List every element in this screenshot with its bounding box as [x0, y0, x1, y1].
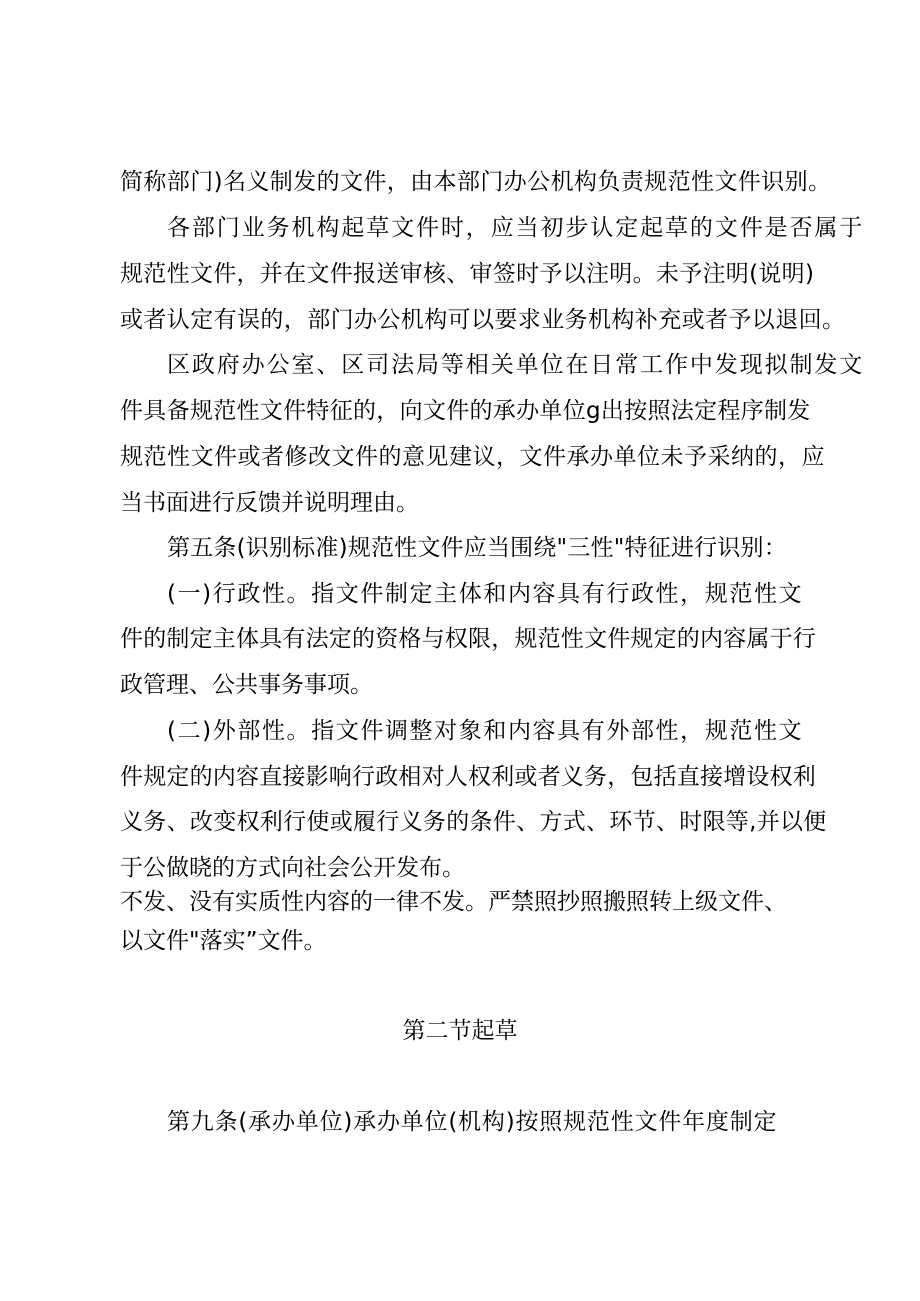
paragraph-line: 规范性文件或者修改文件的意见建议，文件承办单位未予采纳的，应 [120, 444, 825, 470]
paragraph-line: 政管理、公共事务事项。 [120, 672, 373, 698]
section-heading: 第二节起草 [402, 1018, 518, 1044]
article-nine-line: 第九条(承办单位)承办单位(机构)按照规范性文件年度制定 [167, 1109, 778, 1135]
paragraph-line: 以文件"落实”文件。 [120, 928, 327, 954]
article-five-line: 第五条(识别标准)规范性文件应当围绕"三性"特征进行识别： [167, 535, 787, 561]
paragraph-line: 件规定的内容直接影响行政相对人权利或者义务，包括直接增设权利 [120, 764, 816, 790]
paragraph-line: 不发、没有实质性内容的一律不发。严禁照抄照搬照转上级文件、 [120, 889, 787, 915]
paragraph-line: (一)行政性。指文件制定主体和内容具有行政性，规范性文 [167, 581, 804, 607]
paragraph-line: (二)外部性。指文件调整对象和内容具有外部性，规范性文 [167, 718, 804, 744]
paragraph-line: 义务、改变权利行使或履行义务的条件、方式、环节、时限等,并以便 [120, 809, 827, 835]
paragraph-line: 当书面进行反馈并说明理由。 [120, 490, 419, 516]
paragraph-line: 件的制定主体具有法定的资格与权限，规范性文件规定的内容属于行 [120, 626, 816, 652]
paragraph-line: 各部门业务机构起草文件时，应当初步认定起草的文件是否属于 [167, 215, 865, 241]
paragraph-line: 件具备规范性文件特征的，向文件的承办单位g出按照法定程序制发 [120, 398, 811, 424]
paragraph-line: 简称部门)名义制发的文件，由本部门办公机构负责规范性文件识别。 [120, 169, 832, 195]
paragraph-line: 区政府办公室、区司法局等相关单位在日常工作中发现拟制发文 [167, 352, 865, 378]
paragraph-line: 规范性文件，并在文件报送审核、审签时予以注明。未予注明(说明) [120, 261, 815, 287]
paragraph-line: 于公做晓的方式向社会公开发布。 [120, 855, 465, 881]
paragraph-line: 或者认定有误的，部门办公机构可以要求业务机构补充或者予以退回。 [120, 307, 846, 333]
